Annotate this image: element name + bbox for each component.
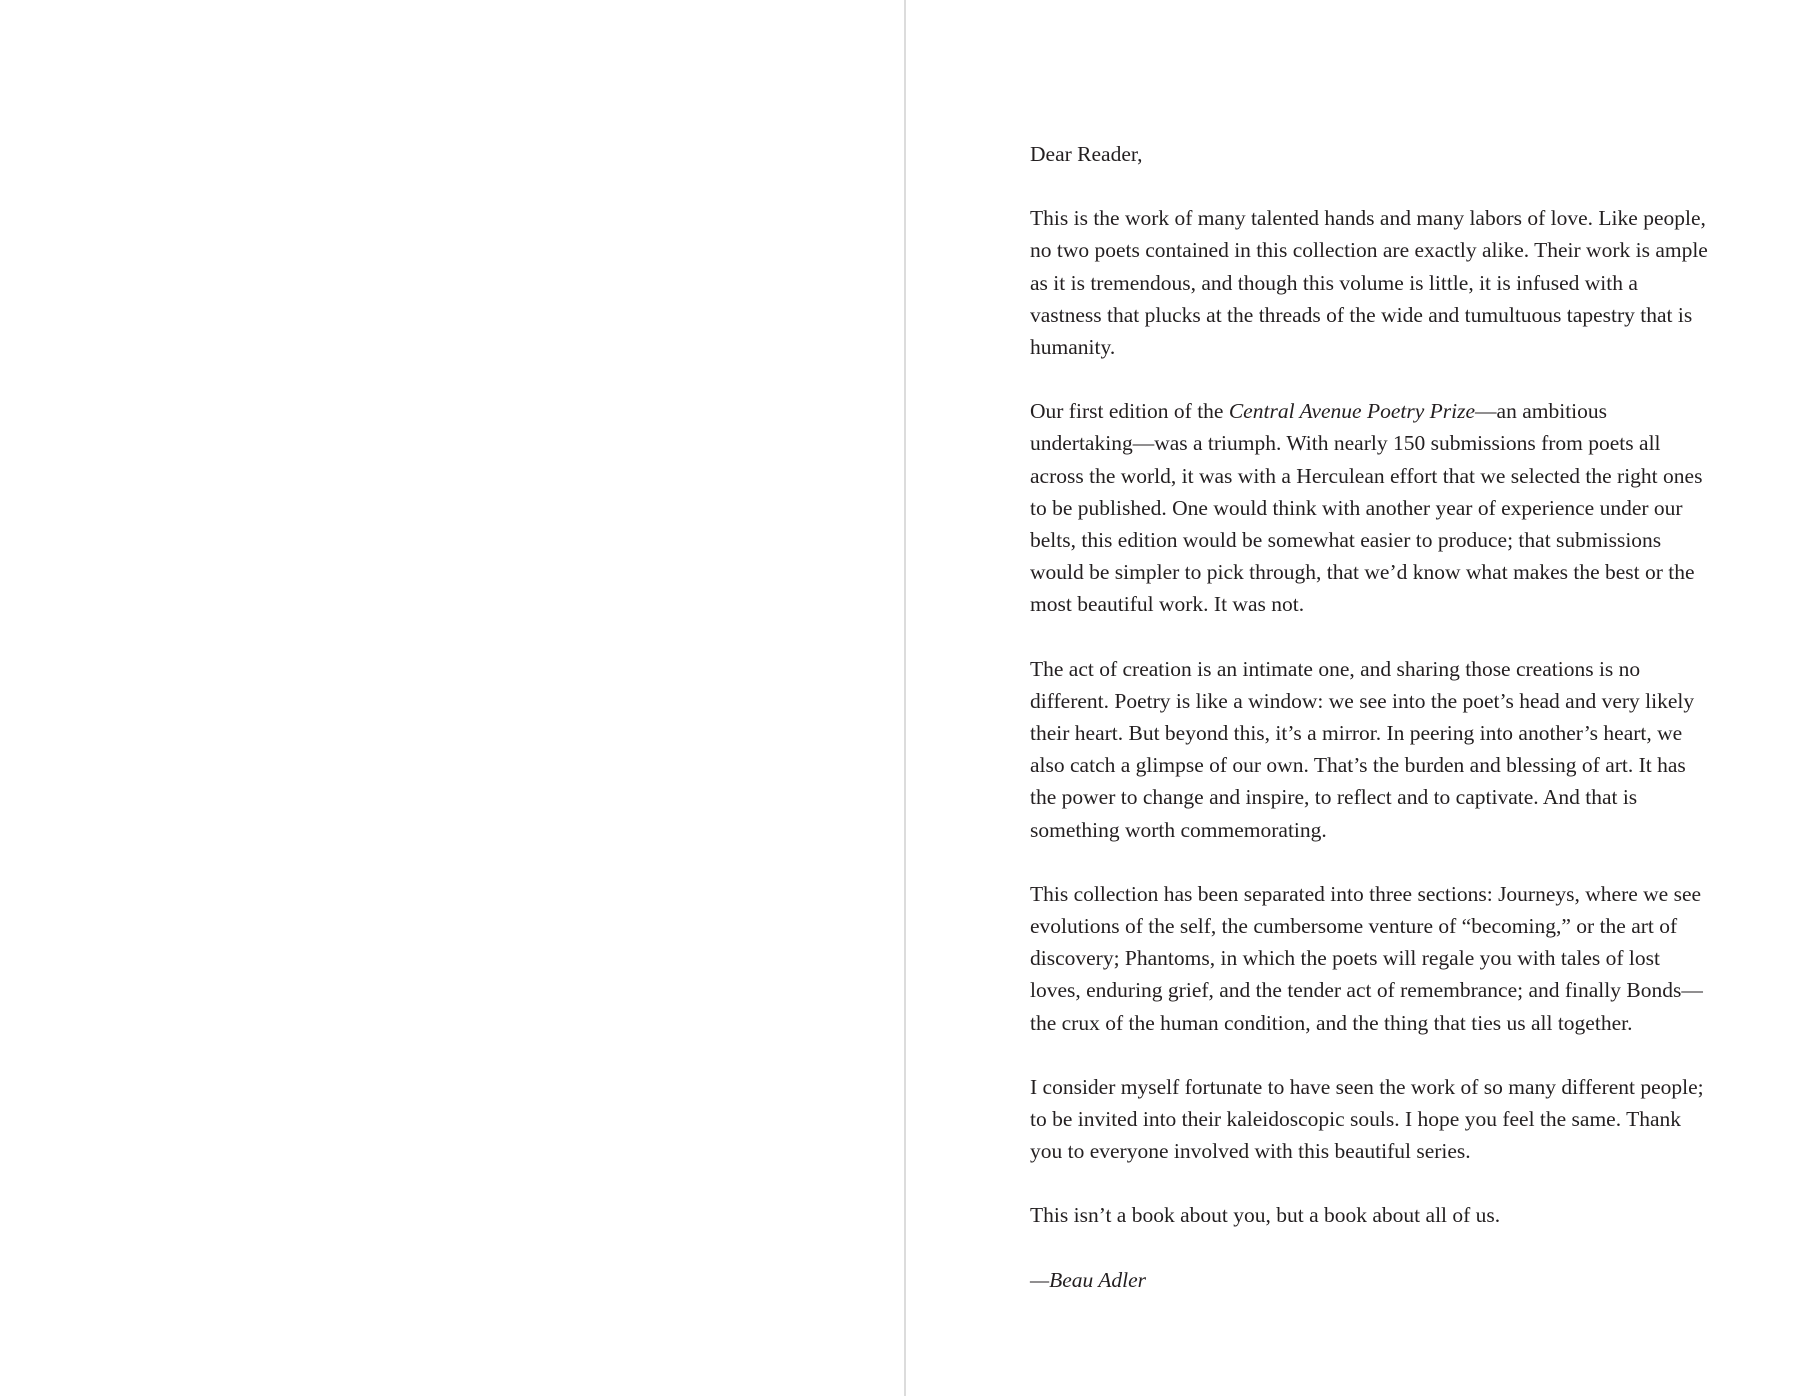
right-page <box>906 0 1811 1396</box>
letter-body <box>1030 138 1712 1328</box>
salutation: Dear Reader, <box>1030 142 1143 166</box>
paragraph-creation: The act of creation is an intimate one, and sharing those creations is no different. Poetry is like a window: we see into the poet’s head and very likely their heart. But beyond this, it’s a mirror. In peering into another’s heart, we also catch a glimpse of our own. That’s the burden and blessing of art. It has the power to change and inspire, to reflect and to captivate. And that is something worth commemorating. <box>1030 656 1695 842</box>
paragraph-first-edition <box>1030 395 1712 620</box>
paragraph-sections: This collection has been separated into three sections: Journeys, where we see evolutions of the self, the cumbersome venture of “becoming,” or the art of discovery; Phantoms, in which the poets will regale you with tales of lost loves, enduring grief, and the tender act of remembrance; and finally Bonds—the crux of the human condition, and the thing that ties us all together. <box>1030 881 1703 1035</box>
paragraph-intro: This is the work of many talented hands and many labors of love. Like people, no two poets contained in this collection are exactly alike. Their work is ample as it is tremendous, and though this volume is little, it is infused with a vastness that plucks at the threads of the wide and tumultuous tapestry that is humanity. <box>1030 206 1708 360</box>
prize-title: Central Avenue Poetry Prize <box>1228 399 1476 424</box>
signature: —Beau Adler <box>1030 1267 1147 1292</box>
paragraph-first-edition-lead: Our first edition of the <box>1030 399 1229 424</box>
left-page-blank <box>0 0 904 1396</box>
paragraph-closing: This isn’t a book about you, but a book about all of us. <box>1030 1203 1501 1228</box>
paragraph-first-edition-rest: —an ambitious undertaking—was a triumph. With nearly 150 submissions from poets all across the world, it was with a Herculean effort that we selected the right ones to be published. One would think with another year of experience under our belts, this edition would be somewhat easier to produce; that submissions would be simpler to pick through, that we’d know what makes the best or the most beautiful work. It was not. <box>1030 399 1703 617</box>
paragraph-gratitude: I consider myself fortunate to have seen the work of so many different people; to be invited into their kaleidoscopic souls. I hope you feel the same. Thank you to everyone involved with this beautiful series. <box>1030 1074 1704 1164</box>
